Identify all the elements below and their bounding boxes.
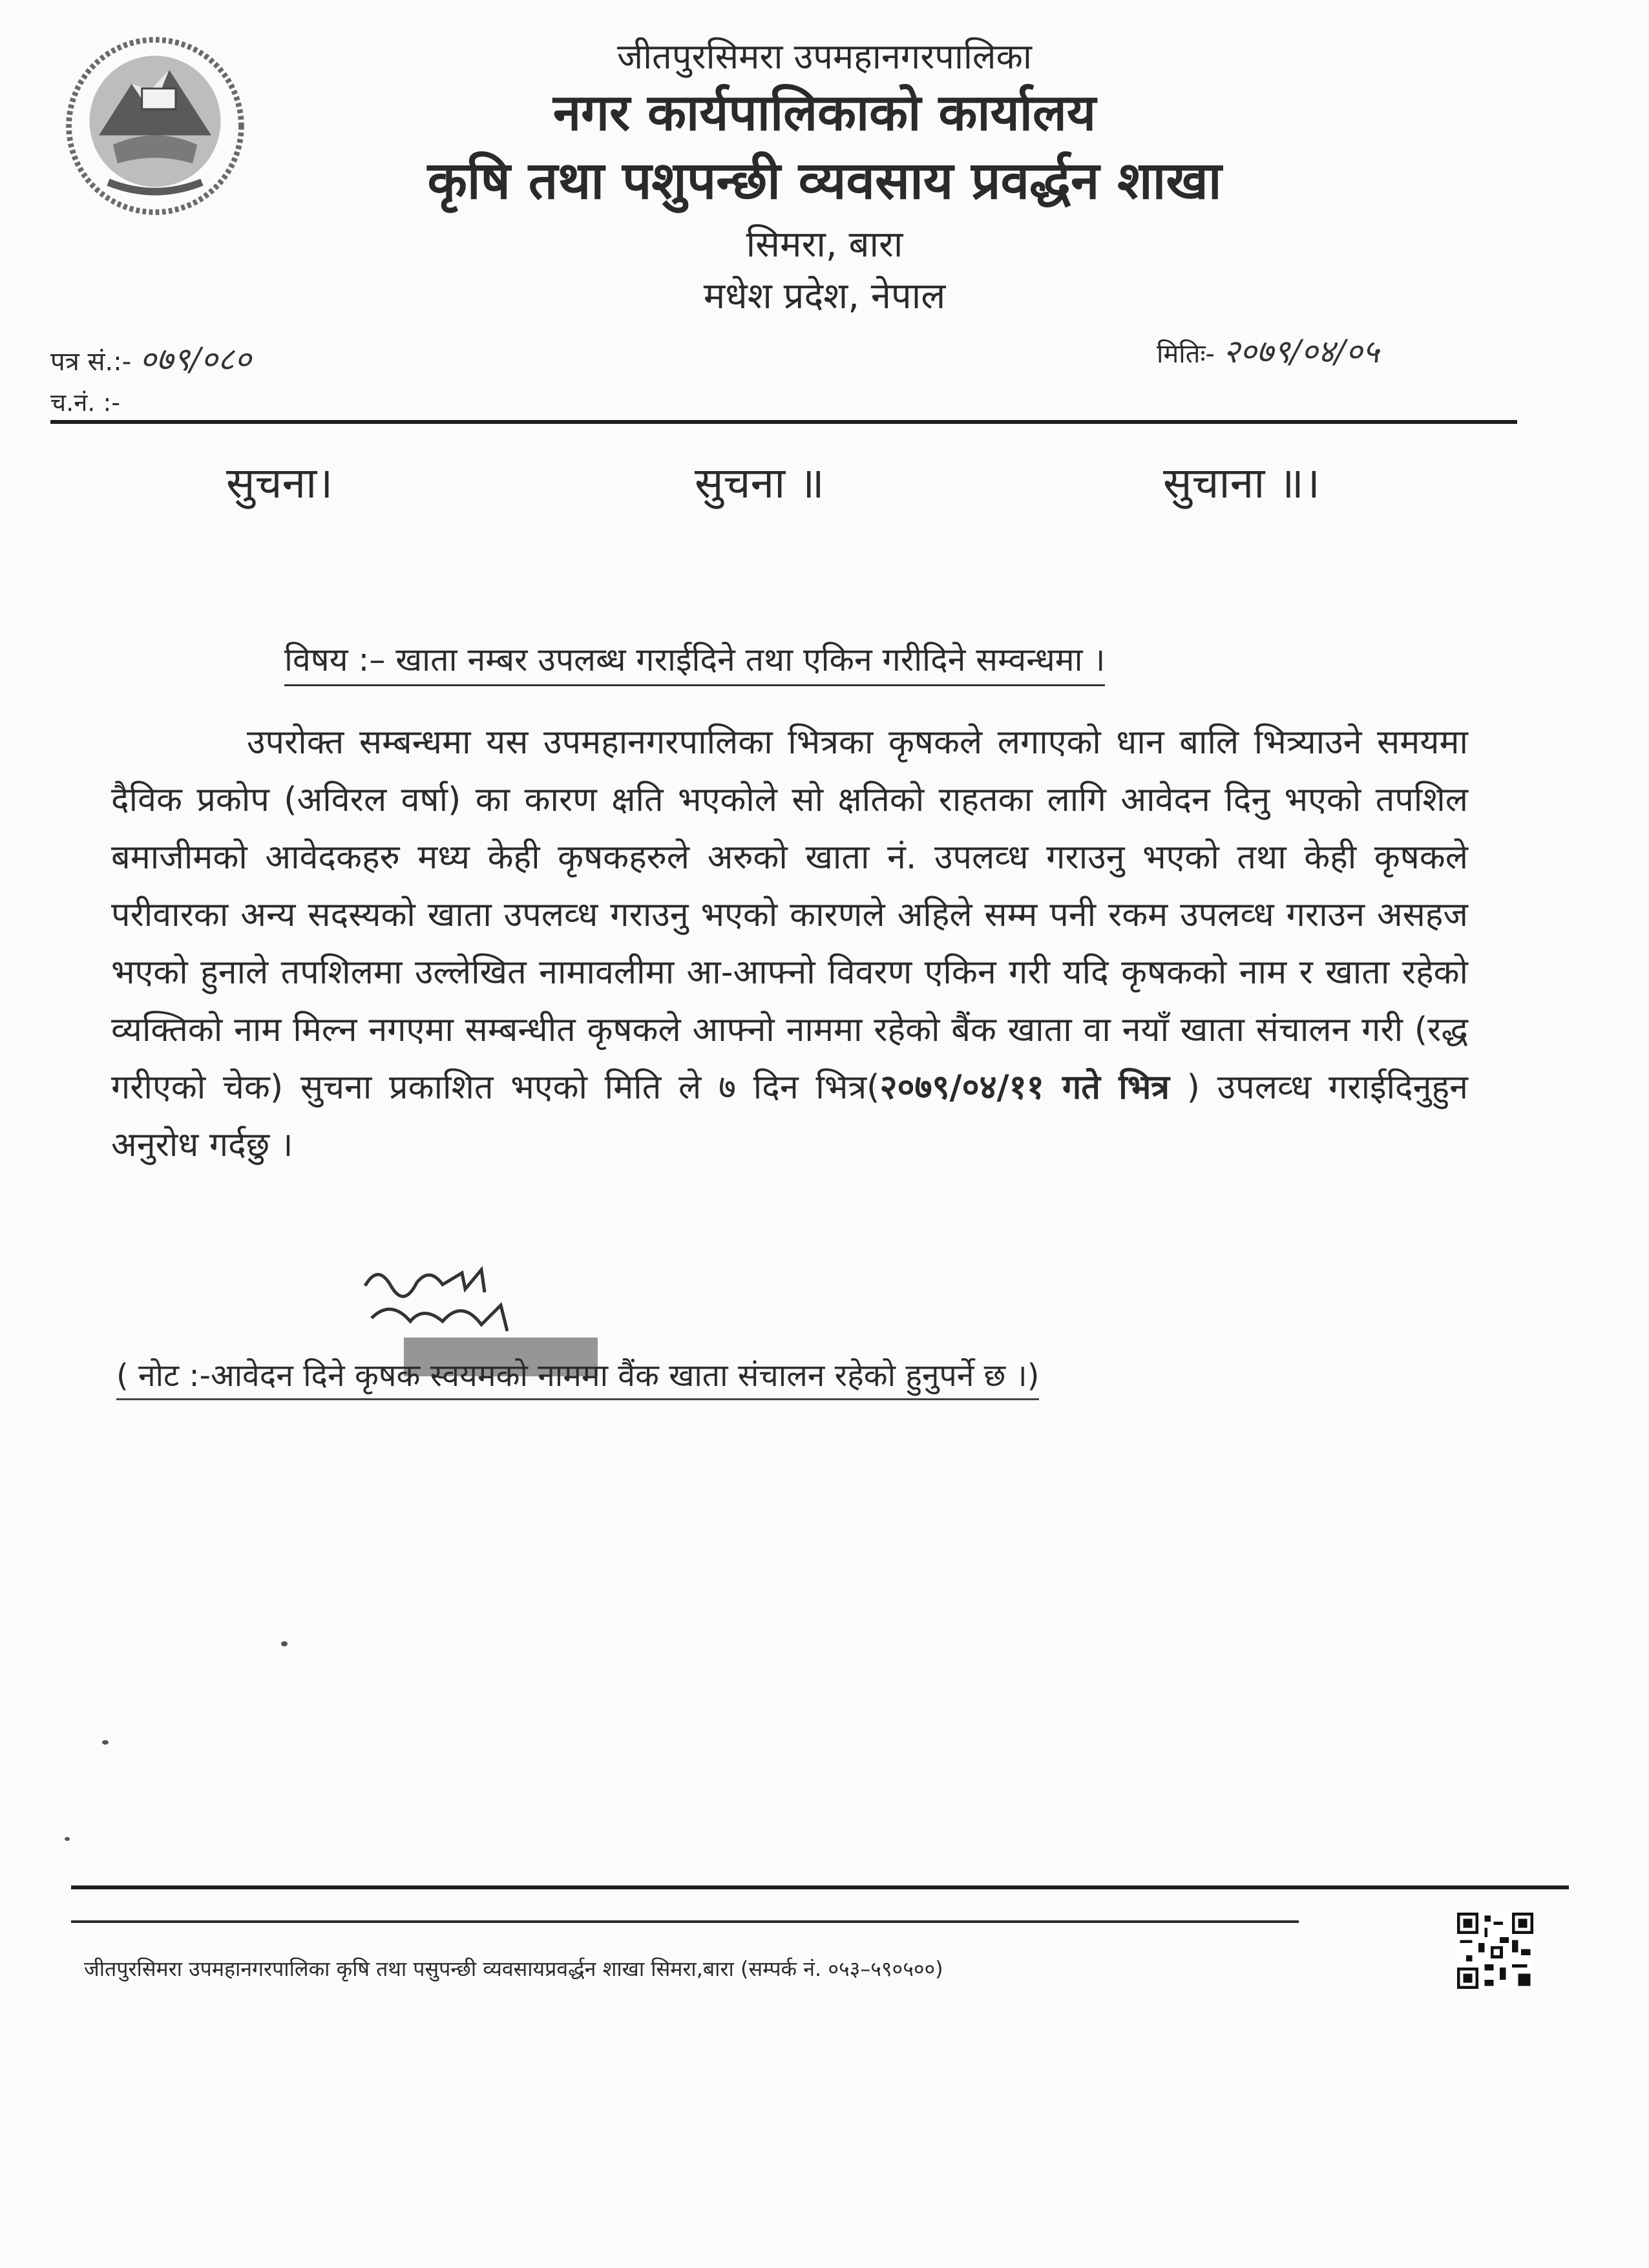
dispatch-number-label: च.नं. :- — [50, 388, 120, 417]
branch-name: कृषि तथा पशुपन्छी व्यवसाय प्रवर्द्धन शाखा — [427, 151, 1222, 211]
body-text-part-2: ) उपलव्ध गराईदिनुहुन अनुरोध गर्दछु । — [111, 1068, 1469, 1164]
province-name: मधेश प्रदेश, नेपाल — [703, 275, 946, 317]
header-divider — [50, 420, 1517, 424]
scan-speck — [65, 1837, 70, 1841]
date-label: मितिः- — [1157, 339, 1215, 369]
subject-line: विषय :– खाता नम्बर उपलब्ध गराईदिने तथा एकिन गरीदिने सम्वन्धमा । — [284, 636, 1105, 686]
scan-speck — [281, 1641, 288, 1646]
city-name: सिमरा, बारा — [746, 224, 903, 266]
letter-date — [1157, 328, 1379, 372]
letter-number — [50, 336, 251, 380]
notice-heading-1: सुचना। — [226, 458, 333, 508]
letter-number-label: पत्र सं.:- — [50, 347, 132, 377]
office-name: नगर कार्यपालिकाको कार्यालय — [552, 84, 1097, 142]
deadline-bold: २०७९/०४/११ गते भित्र — [879, 1068, 1170, 1107]
scan-speck — [102, 1740, 109, 1745]
body-paragraph — [111, 714, 1468, 1174]
body-text-part-1: उपरोक्त सम्बन्धमा यस उपमहानगरपालिका भित्रका कृषकले लगाएको धान बालि भित्र्याउने समयमा दैविक प्रकोप (अविरल वर्षा) का कारण क्षति भएकोले सो क्षतिको राहतका लागि आवेदन दिनु भएको तपशिल बमाजीमको आवेदकहरु मध्य केही कृषकहरुले अरुको खाता नं. उपलव्ध गराउनु भएको तथा केही कृषकले परीवारका अन्य सदस्यको खाता उपलव्ध गराउनु भएको कारणले अहिले सम्म पनी रकम उपलव्ध गराउन असहज भएको हुनाले तपशिलमा उल्लेखित नामावलीमा आ-आफ्नो विवरण एकिन गरी यदि कृषकको नाम र खाता रहेको व्यक्तिको नाम मिल्न नगएमा सम्बन्धीत कृषकले आफ्नो नाममा रहेको बैंक खाता वा नयाँ खाता संचालन गरी (रद्ध गरीएको चेक) सुचना प्रकाशित भएको मिति ले ७ दिन भित्र( — [111, 723, 1468, 1107]
qr-code-icon — [1457, 1913, 1533, 1989]
footer-divider — [71, 1885, 1569, 1889]
letter-number-value: ०७९/०८० — [139, 341, 251, 378]
footer-text: जीतपुरसिमरा उपमहानगरपालिका कृषि तथा पसुपन्छी व्यवसायप्रवर्द्धन शाखा सिमरा,बारा (सम्पर्क नं. ०५३–५९०५००) — [84, 1957, 943, 1981]
note-line: ( नोट :-आवेदन दिने कृषक स्वयमको नाममा वैंक खाता संचालन रहेको हुनुपर्ने छ ।) — [116, 1354, 1039, 1400]
date-value: २०७९/०४/०५ — [1223, 333, 1380, 370]
notice-heading-2: सुचना ॥ — [695, 458, 824, 508]
notice-heading-3: सुचाना ॥। — [1163, 458, 1320, 508]
footer-divider-thin — [71, 1920, 1299, 1923]
municipality-name: जीतपुरसिमरा उपमहानगरपालिका — [617, 36, 1032, 77]
